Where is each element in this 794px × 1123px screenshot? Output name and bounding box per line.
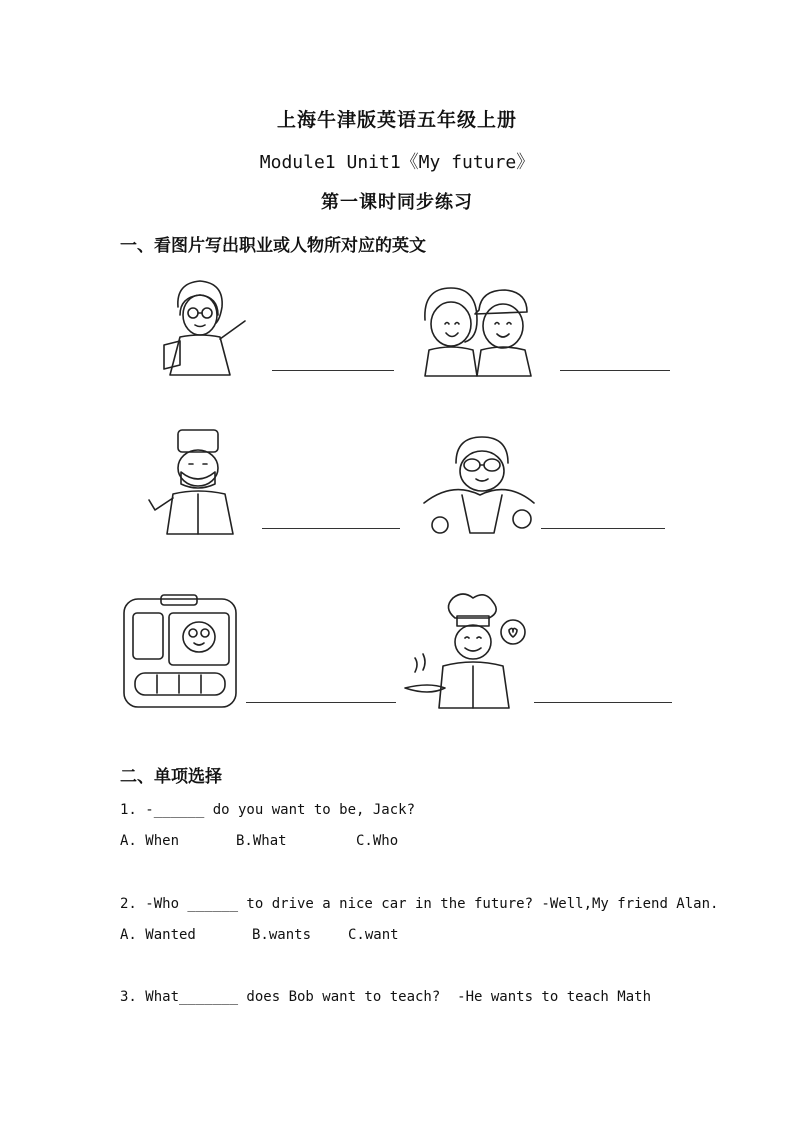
pilot-icon [422,433,537,537]
answer-blank-5[interactable] [246,702,396,703]
cook-icon [403,588,531,710]
q1-option-b[interactable]: B.What [236,833,287,849]
worksheet-subtitle: Module1 Unit1《My future》 [259,152,535,173]
question-1: 1. -______ do you want to be, Jack? [120,802,416,818]
lesson-title: 第一课时同步练习 [321,192,473,213]
section1-heading: 一、看图片写出职业或人物所对应的英文 [120,236,426,256]
answer-blank-6[interactable] [534,702,672,703]
section2-heading: 二、单项选择 [120,767,222,787]
question-2: 2. -Who ______ to drive a nice car in the future? -Well,My friend Alan. [120,896,719,912]
q2-option-b[interactable]: B.wants [252,927,312,943]
answer-blank-3[interactable] [262,528,400,529]
students-icon [415,280,537,378]
answer-blank-1[interactable] [272,370,394,371]
doctor-icon [145,428,240,536]
q1-option-a[interactable]: A. When [120,833,180,849]
answer-blank-2[interactable] [560,370,670,371]
bus-driver-icon [121,593,241,711]
worksheet-title: 上海牛津版英语五年级上册 [276,109,517,131]
question-3: 3. What_______ does Bob want to teach? -He wants to teach Math [120,989,652,1005]
answer-blank-4[interactable] [541,528,665,529]
teacher-icon [150,275,250,377]
q2-option-c[interactable]: C.want [348,927,399,943]
q1-option-c[interactable]: C.Who [356,833,399,849]
q2-option-a[interactable]: A. Wanted [120,927,196,943]
